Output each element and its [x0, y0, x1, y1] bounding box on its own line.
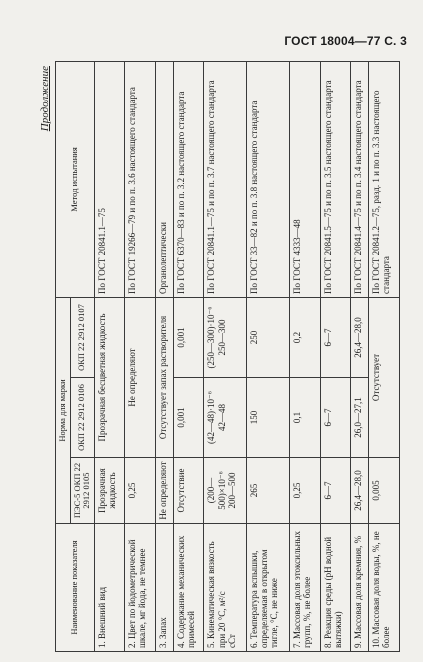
method-cell	[125, 61, 156, 297]
method-cell	[351, 61, 369, 297]
grade-a-cell-text: 6—7	[322, 481, 333, 500]
rotated-table-block	[39, 62, 400, 652]
indicator-cell-text: 2. Цвет по йодометрической шкале, мг йода, не темнее	[127, 539, 148, 648]
grade-b-cell	[290, 378, 321, 458]
grade-a-cell-text: 0,25	[292, 482, 302, 499]
indicator-cell	[247, 524, 290, 652]
table-row	[247, 61, 290, 651]
method-cell	[204, 61, 247, 297]
indicator-cell	[320, 524, 351, 652]
grade-bc-cell	[125, 297, 156, 457]
indicator-cell-text: 7. Массовая доля этоксильных групп, %, не более	[292, 531, 313, 648]
grade-a-cell	[155, 458, 173, 524]
table-row	[125, 61, 156, 651]
indicator-cell-text: 3. Запах	[157, 617, 168, 648]
grade-b-cell-text: 6—7	[322, 408, 333, 427]
grade-a-cell	[369, 458, 400, 524]
indicator-cell-text: 10. Массовая доля воды, %, не более	[371, 531, 392, 648]
table-row	[369, 61, 400, 651]
grade-c-cell	[247, 297, 290, 377]
grade-bc-cell-text: Не определяют	[127, 348, 138, 407]
grade-c-cell	[351, 297, 369, 377]
method-cell	[247, 61, 290, 297]
grade-c-cell-text: 250—300	[216, 319, 227, 356]
continued-label: Продолжение	[39, 66, 51, 132]
gost-number: ГОСТ 18004—77 С. 3	[284, 34, 407, 48]
grade-a-cell	[125, 458, 156, 524]
grade-a-cell	[204, 458, 247, 524]
method-cell-text: По ГОСТ 20841.1—75 и по п. 3.7 настоящего стандарта	[206, 80, 217, 294]
spec-table	[55, 61, 400, 652]
grade-bc-cell-text: Отсутствует запах растворителя	[157, 315, 168, 440]
grade-b-cell-text: 26,0—27,1	[353, 397, 364, 438]
grade-c-cell-text: (250—300)·10⁻⁶	[206, 306, 217, 369]
indicator-cell-text: 9. Массовая доля кремния, %	[353, 535, 364, 648]
grade-b-cell-text: 42—48	[216, 404, 227, 431]
indicator-cell-text: 6. Температура вспышки, определяемая в открытом тигле, °С, не ниже	[249, 549, 280, 648]
grade-c-header: ОКП 22 2912 0107	[70, 297, 94, 377]
indicator-cell	[94, 524, 125, 652]
method-cell-text: По ГОСТ 20841.5—75 и по п. 3.5 настоящего стандарта	[322, 80, 333, 294]
table-row	[173, 61, 204, 651]
method-cell-text: По ГОСТ 20841.4—75 и по п. 3.4 настоящего стандарта	[353, 80, 364, 294]
table-body	[94, 61, 399, 651]
grade-a-cell-text: 0,25	[127, 482, 138, 499]
method-header: Метод испытания	[56, 61, 95, 297]
grade-c-cell	[204, 297, 247, 377]
grade-bc-cell-text: Прозрачная бесцветная жидкость	[96, 313, 107, 442]
table-row	[351, 61, 369, 651]
method-cell-text: По ГОСТ 20841.1—75	[96, 208, 107, 294]
grade-b-cell-text: 150	[249, 410, 260, 425]
indicator-cell-text: 5. Кинематическая вязкость при 20 °С, м²/с	[206, 541, 227, 648]
method-cell-text: По ГОСТ 6370—83 и по п. 3.2 настоящего стандарта	[175, 91, 186, 294]
indicator-cell-text: 1. Внешний вид	[96, 586, 107, 648]
method-cell	[94, 61, 125, 297]
grade-bc-cell	[155, 297, 173, 457]
method-cell-text: По ГОСТ 33—82 и по п. 3.8 настоящего стандарта	[249, 100, 260, 294]
grade-a-header: ПЭС-5 ОКП 22 2912 0105	[70, 458, 94, 524]
grade-c-cell-text: 0,2	[292, 331, 302, 344]
table-row	[94, 61, 125, 651]
method-cell	[320, 61, 351, 297]
indicator-cell	[155, 524, 173, 652]
indicator-cell-text: сСт	[226, 634, 237, 648]
grade-b-header: ОКП 22 2912 0106	[70, 378, 94, 458]
indicator-cell	[125, 524, 156, 652]
grade-c-cell-text: 6—7	[322, 328, 333, 347]
method-cell	[173, 61, 204, 297]
grade-a-cell-text: Отсутствие	[175, 468, 186, 513]
method-cell	[369, 61, 400, 297]
grade-c-cell	[173, 297, 204, 377]
indicator-cell-text: 4. Содержание механических примесей	[175, 535, 196, 648]
method-cell-text: По ГОСТ 20841.2—75, разд. 1 и по п. 3.3 настоящего стандарта	[371, 90, 392, 294]
grade-a-cell-text: 26,4—28,0	[353, 470, 364, 511]
indicator-cell	[173, 524, 204, 652]
table-row	[204, 61, 247, 651]
grade-a-cell-text: Прозрачная жидкость	[96, 468, 117, 513]
grade-a-cell	[290, 458, 321, 524]
grade-a-cell-text: (200—500)×10⁻⁶	[206, 471, 227, 510]
grade-b-cell-text: 0,1	[292, 411, 302, 424]
grade-a-cell	[94, 458, 125, 524]
indicator-cell	[290, 524, 321, 652]
indicator-cell	[351, 524, 369, 652]
indicator-header: Наименование показателя	[56, 524, 95, 652]
grade-bc-cell-text: Отсутствует	[371, 353, 382, 402]
indicator-cell	[204, 524, 247, 652]
grade-b-cell	[173, 378, 204, 458]
grade-b-cell	[320, 378, 351, 458]
grade-b-cell	[247, 378, 290, 458]
grade-c-cell-text: 26,4—28,0	[353, 317, 364, 358]
grade-b-cell-text: (42—48)·10⁻⁶	[206, 391, 217, 444]
grade-a-cell	[247, 458, 290, 524]
norms-group-header: Норма для марки	[56, 297, 71, 523]
grade-c-cell	[320, 297, 351, 377]
grade-c-cell-text: 250	[249, 330, 260, 345]
method-cell	[155, 61, 173, 297]
grade-bc-cell	[369, 297, 400, 457]
grade-a-cell-text: Не определяют	[157, 461, 168, 520]
grade-bc-cell	[94, 297, 125, 457]
method-cell	[290, 61, 321, 297]
grade-a-cell-text: 200—500	[226, 472, 237, 509]
page-header	[0, 0, 423, 60]
method-cell-text: По ГОСТ 4333—48	[292, 219, 302, 294]
grade-a-cell-text: 265	[249, 483, 260, 498]
grade-a-cell	[320, 458, 351, 524]
indicator-cell	[369, 524, 400, 652]
method-cell-text: Органолептически	[157, 222, 168, 294]
grade-b-cell	[204, 378, 247, 458]
table-row	[290, 61, 321, 651]
grade-a-cell-text: 0,005	[371, 480, 382, 501]
grade-c-cell	[290, 297, 321, 377]
grade-a-cell	[173, 458, 204, 524]
header-row-1	[56, 61, 71, 651]
table-row	[320, 61, 351, 651]
indicator-cell-text: 8. Реакция среды (рН водной вытяжки)	[322, 536, 343, 648]
grade-c-cell-text: 0,001	[175, 327, 186, 348]
grade-a-cell	[351, 458, 369, 524]
table-row	[155, 61, 173, 651]
method-cell-text: По ГОСТ 19266—79 и по п. 3.6 настоящего стандарта	[127, 87, 138, 294]
grade-b-cell	[351, 378, 369, 458]
grade-b-cell-text: 0,001	[175, 407, 186, 428]
